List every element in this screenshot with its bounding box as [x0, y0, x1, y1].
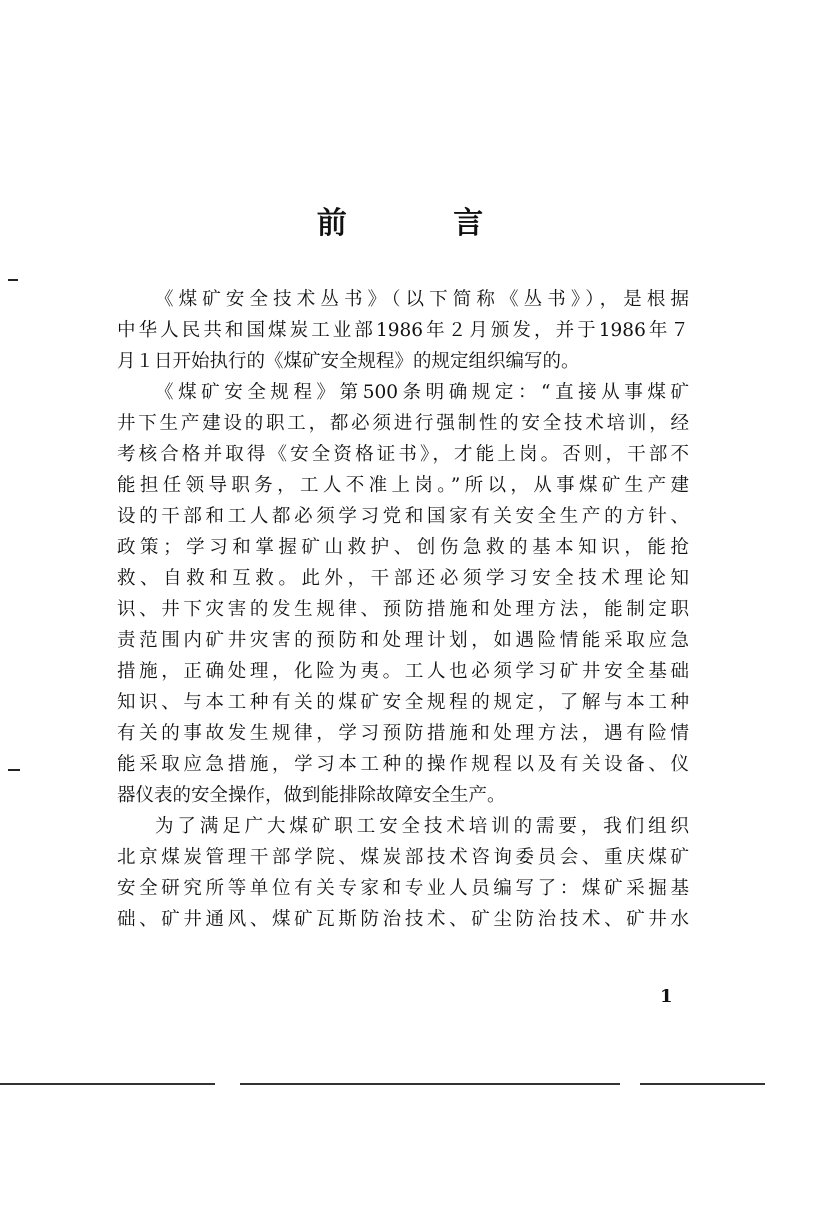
bottom-rule [640, 1083, 765, 1085]
margin-mark [8, 769, 20, 771]
margin-mark [8, 279, 18, 281]
text-line: 井下生产建设的职工，都必须进行强制性的安全技术培训，经 [117, 413, 689, 434]
text-line: 措施，正确处理，化险为夷。工人也必须学习矿井安全基础 [117, 661, 689, 682]
bottom-rule [0, 1083, 215, 1085]
text-line: 政策；学习和掌握矿山救护、创伤急救的基本知识，能抢 [117, 537, 689, 558]
text-line: 《煤矿安全技术丛书》（以下简称《丛书》），是根据 [155, 289, 689, 310]
text-line: 责范围内矿井灾害的预防和处理计划，如遇险情能采取应急 [117, 630, 689, 651]
bottom-rule [240, 1083, 620, 1085]
text-line: 安全研究所等单位有关专家和专业人员编写了：煤矿采掘基 [117, 878, 689, 899]
text-line: 设的干部和工人都必须学习党和国家有关安全生产的方针、 [117, 506, 689, 527]
text-line: 月１日开始执行的《煤矿安全规程》的规定组织编写的。 [117, 351, 580, 372]
text-line: 北京煤炭管理干部学院、煤炭部技术咨询委员会、重庆煤矿 [117, 847, 689, 868]
text-line: 能担任领导职务，工人不准上岗。”所以，从事煤矿生产建 [117, 475, 689, 496]
text-line: 能采取应急措施，学习本工种的操作规程以及有关设备、仪 [117, 754, 689, 775]
text-line: 考核合格并取得《安全资格证书》，才能上岗。否则，干部不 [117, 444, 689, 465]
text-line: 中华人民共和国煤炭工业部1986年２月颁发，并于1986年７ [117, 320, 689, 341]
text-line: 有关的事故发生规律，学习预防措施和处理方法，遇有险情 [117, 723, 689, 744]
body-text [117, 284, 689, 935]
text-line: 为了满足广大煤矿职工安全技术培训的需要，我们组织 [155, 816, 689, 837]
text-line: 救、自救和互救。此外，干部还必须学习安全技术理论知 [117, 568, 689, 589]
page-title: 前 言 [316, 206, 532, 241]
text-line: 础、矿井通风、煤矿瓦斯防治技术、矿尘防治技术、矿井水 [117, 909, 689, 930]
text-line: 识、井下灾害的发生规律、预防措施和处理方法，能制定职 [117, 599, 689, 620]
text-line: 知识、与本工种有关的煤矿安全规程的规定，了解与本工种 [117, 692, 689, 713]
page-number: 1 [660, 986, 673, 1007]
text-line: 器仪表的安全操作，做到能排除故障安全生产。 [117, 785, 506, 806]
text-line: 《煤矿安全规程》第500条明确规定：“直接从事煤矿 [155, 382, 689, 403]
